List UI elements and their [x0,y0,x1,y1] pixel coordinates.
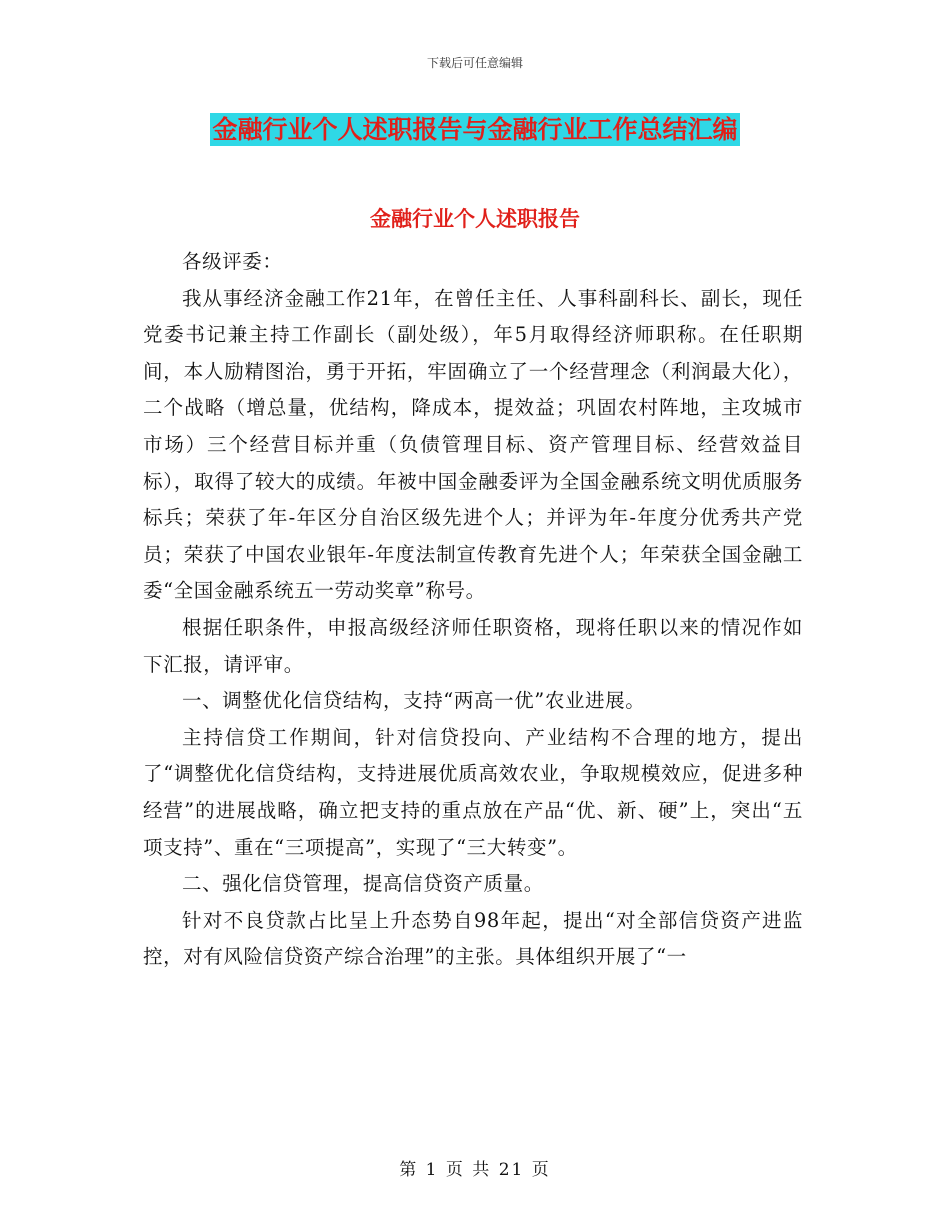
paragraph: 各级评委： [182,250,283,273]
paragraph: 二、强化信贷管理，提高信贷资产质量。 [182,872,544,896]
header-note: 下载后可任意编辑 [426,56,523,70]
main-title [0,110,950,146]
paragraph: 主持信贷工作期间，针对信贷投向、产业结构不合理的地方，提出了“调整优化信贷结构，支持进展优质高效农业，争取规模效应，促进多种经营”的进展战略，确立把支持的重点放在产品“优、新、硬”上，突出“五项支持”、重在“三项提高”，实现了“三大转变”。 [143,725,803,859]
paragraph: 针对不良贷款占比呈上升态势自98年起，提出“对全部信贷资产进监控，对有风险信贷资产综合治理”的主张。具体组织开展了“一 [143,908,803,969]
main-title-text: 金融行业个人述职报告与金融行业工作总结汇编 [212,115,738,144]
document-body [143,244,803,976]
paragraph: 一、调整优化信贷结构，支持“两高一优”农业进展。 [182,689,646,713]
paragraph: 根据任职条件，申报高级经济师任职资格，现将任职以来的情况作如下汇报，请评审。 [143,615,803,676]
paragraph: 我从事经济金融工作21年，在曾任主任、人事科副科长、副长，现任党委书记兼主持工作副长（副处级），年5月取得经济师职称。在任职期间，本人励精图治，勇于开拓，牢固确立了一个经营理念（利润最大化），二个战略（增总量，优结构，降成本，提效益；巩固农村阵地，主攻城市市场）三个经营目标并重（负债管理目标、资产管理目标、经营效益目标），取得了较大的成绩。年被中国金融委评为全国金融系统文明优质服务标兵；荣获了年-年区分自治区级先进个人；并评为年-年度分优秀共产党员；荣获了中国农业银年-年度法制宣传教育先进个人；年荣获全国金融工委“全国金融系统五一劳动奖章”称号。 [143,286,803,603]
page-footer: 第 1 页 共 21 页 [399,1160,551,1180]
sub-title: 金融行业个人述职报告 [370,206,580,231]
